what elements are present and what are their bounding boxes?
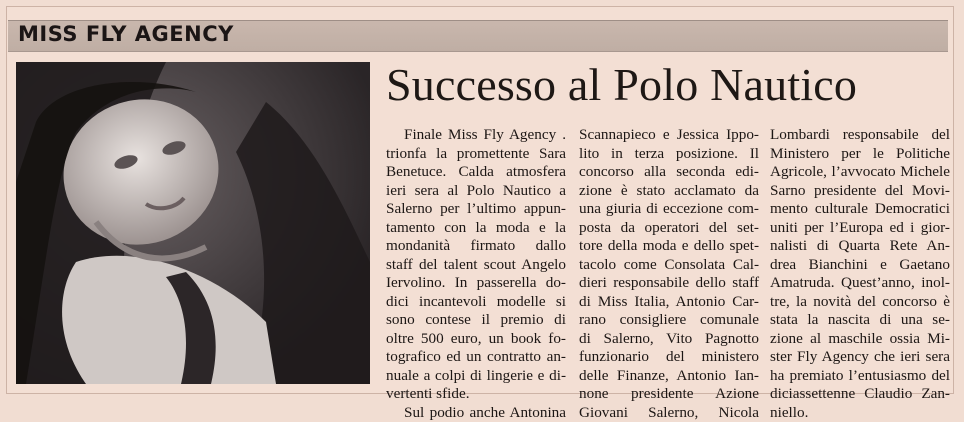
article-column-3 <box>770 126 950 422</box>
text-line: none presidente Azione <box>579 385 759 404</box>
text-line: stata la nascita di una se- <box>770 311 950 330</box>
text-line: tamento con la moda e la <box>386 219 566 238</box>
text-line: tre, la novità del concorso è <box>770 293 950 312</box>
text-line: zione al maschile ossia Mi- <box>770 330 950 349</box>
text-line: dieri responsabile dello staff <box>579 274 759 293</box>
text-line: Sul podio anche Antonina <box>386 404 566 422</box>
text-line: Sarno presidente del Movi- <box>770 182 950 201</box>
text-line: staff del talent scout Angelo <box>386 256 566 275</box>
text-line: Iervolino. In passerella do- <box>386 274 566 293</box>
text-line: nalisti di Quarta Rete An- <box>770 237 950 256</box>
text-line: tacolo come Consolata Cal- <box>579 256 759 275</box>
text-line: rano consigliere comunale <box>579 311 759 330</box>
text-line: Ministero per le Politiche <box>770 145 950 164</box>
text-line: Agricole, l’avvocato Michele <box>770 163 950 182</box>
text-line: ster Fly Agency che ieri sera <box>770 348 950 367</box>
text-line: Scannapieco e Jessica Ippo- <box>579 126 759 145</box>
text-line: diciassettenne Claudio Zan- <box>770 385 950 404</box>
portrait-image-icon <box>16 62 370 384</box>
text-line: tore della moda e dello spet- <box>579 237 759 256</box>
portrait-photo <box>16 62 370 384</box>
text-line: ha premiato l’entusiasmo del <box>770 367 950 386</box>
text-line: Benetuce. Calda atmosfera <box>386 163 566 182</box>
text-line: Amatruda. Quest’anno, inol- <box>770 274 950 293</box>
text-line: concorso alla seconda edi- <box>579 163 759 182</box>
text-line: uniti per l’Europa ed i gior- <box>770 219 950 238</box>
text-line: nuale a colpi di lingerie e di- <box>386 367 566 386</box>
text-line: trionfa la promettente Sara <box>386 145 566 164</box>
text-line: una giuria di eccezione com- <box>579 200 759 219</box>
text-line: ieri sera al Polo Nautico a <box>386 182 566 201</box>
text-line: Lombardi responsabile del <box>770 126 950 145</box>
text-line: drea Bianchini e Gaetano <box>770 256 950 275</box>
text-line: funzionario del ministero <box>579 348 759 367</box>
text-line: oltre 500 euro, un book fo- <box>386 330 566 349</box>
text-line: Salerno per l’ultimo appun- <box>386 200 566 219</box>
text-line: mondanità firmato dallo <box>386 237 566 256</box>
text-line: di Miss Italia, Antonio Car- <box>579 293 759 312</box>
text-line: vertenti sfide. <box>386 385 566 404</box>
article-column-2 <box>579 126 759 422</box>
text-line: lito in terza posizione. Il <box>579 145 759 164</box>
text-line: niello. <box>770 404 950 422</box>
text-line: delle Finanze, Antonio Ian- <box>579 367 759 386</box>
text-line: dici incantevoli modelle si <box>386 293 566 312</box>
text-line: zione è stato acclamato da <box>579 182 759 201</box>
text-line: posta da operatori del set- <box>579 219 759 238</box>
section-kicker: MISS FLY AGENCY <box>18 22 234 46</box>
text-line: mento culturale Democratici <box>770 200 950 219</box>
text-line: Finale Miss Fly Agency . <box>386 126 566 145</box>
text-line: di Salerno, Vito Pagnotto <box>579 330 759 349</box>
headline: Successo al Polo Nautico <box>386 58 946 112</box>
article-column-1 <box>386 126 566 422</box>
text-line: Giovani Salerno, Nicola <box>579 404 759 422</box>
text-line: tografico ed un contratto an- <box>386 348 566 367</box>
text-line: sono contese il premio di <box>386 311 566 330</box>
